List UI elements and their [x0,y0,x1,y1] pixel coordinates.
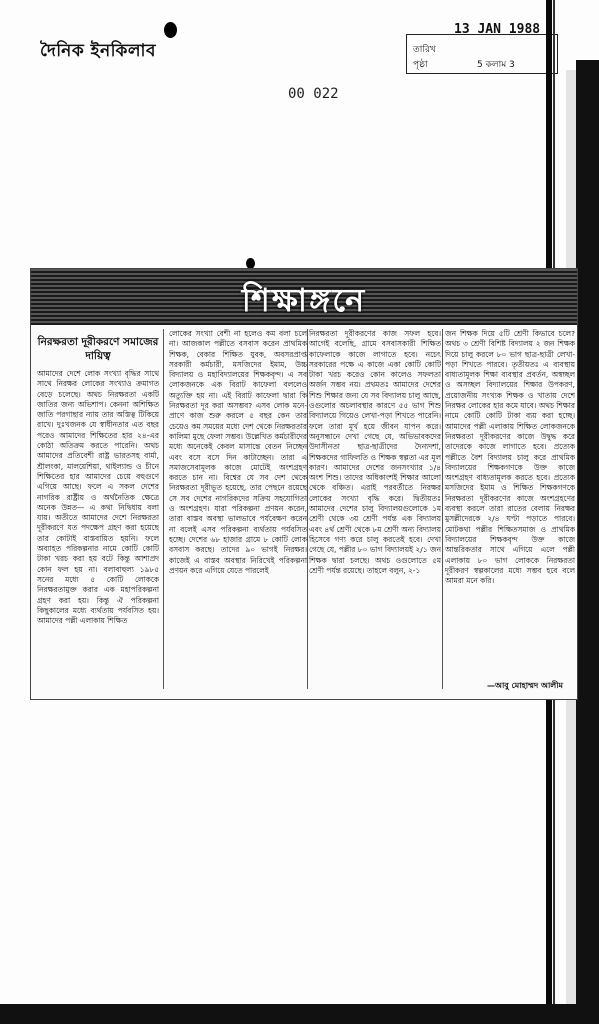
scan-bottom-border [0,1004,599,1024]
article-column-1 [37,329,159,689]
article-text-4: জন শিক্ষক দিয়ে ৫টি শ্রেণী কিভাবে চলে? অথচ ৩ শ্রেণী বিশিষ্ট বিদ্যালয় ২ জন শিক্ষক দিয়ে চালু করলে ৮০ ভাগ ছাত্র-ছাত্রী লেখা-পড়া শিখতে পারবে। তৃতীয়তঃ এ ব্যবস্থায় বাধ্যতামূলক শিক্ষা ব্যবস্থার প্রবর্তন, অস্বচ্ছল ও অসচ্ছল বিদ্যালয়ের শিক্ষার উপকরণ, প্রয়োজনীয় সংখ্যক শিক্ষক ও খাতায় দেশে নিরক্ষর লোকের হার কমে যাবে। অথচ শিক্ষার নামে কোটি কোটি টাকা ব্যয় করা হচ্ছে। আমাদের পল্লী এলাকায় শিক্ষিত লোকজনকে নিরক্ষরতা দূরীকরণের কাজে উদ্বুদ্ধ করে তাদেরকে কাজে লাগাতে হবে। প্রত্যেক পল্লীতে বৈশ বিদ্যালয় চালু করে প্রাথমিক বিদ্যালয়ের শিক্ষকগণকে উক্ত কাজে অংশগ্রহণ বাধ্যতামূলক করতে হবে। প্রত্যেক মসজিদের ইমাম ও শিক্ষিত শিক্ষকগণকে নিরক্ষরতা দূরীকরণের কাজে অংশগ্রহণের ব্যবস্থা করলে তারা রাতের বেলায় নিরক্ষর মুসল্লীদেরকে ২/৪ ঘণ্টা পড়াতে পারবে। মোটকথা পল্লীর শিক্ষিতসমাজ ও প্রাথমিক বিদ্যালয়ের শিক্ষকবৃন্দ উক্ত কাজে আন্তরিকতার সাথে এগিয়ে এলে পল্লী এলাকায় ৮০ ভাগ লোককে নিরক্ষরতা দূরীকরণ স্বল্পকালের মধ্যে সম্ভব হবে বলে আমরা মনে করি। [445,329,575,586]
stamp-page-value: 5 কলাম 3 [477,60,515,70]
column-divider [442,329,443,689]
article-headline: নিরক্ষরতা দূরীকরণে সমাজের দায়িত্ব [37,336,159,362]
serial-number: 00 022 [288,86,339,102]
article-column-4 [445,329,575,689]
column-divider [163,329,164,689]
punch-hole [164,22,177,38]
newspaper-masthead: দৈনিক ইনকিলাব [40,41,156,61]
article-column-3 [309,329,441,689]
stamp-box [406,34,558,74]
section-banner [31,269,577,325]
archive-stamp [406,22,566,72]
stamp-page-label: পৃষ্ঠা [413,60,428,70]
column-divider [307,329,308,689]
stamp-date-label: তারিখ [413,45,436,55]
article-column-2 [169,329,307,689]
stamp-date: 13 JAN 1988 [454,22,541,37]
article-byline: —আবু মোহাম্মদ আলীম [486,681,563,690]
newspaper-clipping [30,268,578,700]
article-text-1: আমাদের দেশে লোক সংখ্যা বৃদ্ধির সাথে সাথে নিরক্ষর লোকের সংখ্যাও ক্রমাগত বেড়ে চলেছে। অথচ নিরক্ষরতা একটি জাতির জন্য অভিশাপ। কেননা অশিক্ষিত জাতি পরগাছার ন্যায় তার অস্তিত্ব টিকিয়ে রাখে। দুঃখজনক যে স্বাধীনতার এত বছর পরেও আমাদের শিক্ষিতের হার ২৪-এর কোঠা অতিক্রম করতে পারেনি। অথচ আমাদের প্রতিবেশী রাষ্ট্র ভারতসহ বার্মা, শ্রীলংকা, মালয়েশিয়া, থাইল্যান্ড ও চীনে শিক্ষিতের হার আমাদের চেয়ে বহুগুণে এগিয়ে আছে। ফলে এ সকল দেশের নাগরিক রাষ্ট্রীয় ও অর্থনৈতিক ক্ষেত্রে অনেক উন্নত— এ কথা নিদ্বিধায় বলা যায়। অতীতে আমাদের দেশে নিরক্ষরতা দূরীকরণে যত পদক্ষেপ গ্রহণ করা হয়েছে তার কোটাই বাস্তবায়িত হয়নি। ফলে অব্যাহত পরিকল্পনার নামে কোটি কোটি টাকা খরচ করা হয় বটে কিন্তু আশাপ্রদ কোন ফল হয় না। বলাবাহুল্য ১৯৮৫ সনের মধ্যে ৫ কোটি লোককে নিরক্ষরতামুক্ত করার এক মহাপরিকল্পনা গ্রহণ করা হয়। কিন্তু ঐ পরিকল্পনা কিছুকালের মধ্যে ব্যর্থতায় পর্যবসিত হয়। আমাদের পল্লী এলাকায় শিক্ষিত [37,369,159,626]
article-text-2: লোকের সংখ্যা বেশী না হলেও কম বলা চলে না। আজকাল পল্লীতে বসবাস করেন প্রাথমিক শিক্ষক, বেকার শিক্ষিত যুবক, অবসরপ্রাপ্ত সরকারী কর্মচারী, মসজিদের ইমাম, উচ্চ বিদ্যালয় ও মহাবিদ্যালয়ের শিক্ষকবৃন্দ। এ সব লোকজনকে এক বিরাট কাফেলা বললেও অত্যুক্তি হয় না। এই বিরাট কাফেলা দ্বারা কি নিরক্ষরতা দূর করা অসম্ভব? এসব লোক মনে-প্রাণে কাজ শুরু করলে ৫ বছর কেন তার চেয়েও কম সময়ের মধ্যে দেশ থেকে নিরক্ষরতার কালিমা মুছে ফেলা সম্ভব। উল্লেখিত কর্মচারীদের মধ্যে অনেকেই কেবল মাসান্তে বেতন নিচ্ছেন এবং বসে বসে দিন কাটাচ্ছেন। তারা এ সমাজসেবামূলক কাজে মোটেই অংশগ্রহণ করতে চান না। বিশ্বের যে সব দেশ থেকে নিরক্ষরতা দূরীভূত হয়েছে, তার পেছনে রয়েছে সে সব দেশের নাগরিকদের সক্রিয় সহযোগিতা ও অংশগ্রহণ। যারা পরিকল্পনা প্রণয়ন করেন, তারা বাস্তব অবস্থা ভালভাবে পর্যবেক্ষণ করেন না বলেই এসব পরিকল্পনা ব্যর্থতায় পর্যবসিত হচ্ছে। দেশের ৬৮ হাজার গ্রামে ৮ কোটি লোক বসবাস করছে। তাদের ৯০ ভাগই নিরক্ষর। কাজেই এ বাস্তব অবস্থার নিরিখেই পরিকল্পনা প্রণয়ন করে এগিয়ে যেতে পারলেই [169,329,307,575]
section-title: শিক্ষাঙ্গনে [241,281,367,319]
article-text-3: নিরক্ষরতা দূরীকরণের কাজ সফল হবে। আগেই বলেছি, গ্রামে বসবাসকারী শিক্ষিত কাফেলাকে কাজে লাগাতে হবে। নচেৎ সরকারের পক্ষে এ কাজে একা কোটি কোটি টাকা খরচ করেও কোন কালেও সফলতা অর্জন সম্ভব নয়। প্রথমতঃ আমাদের দেশের শিশু শিক্ষার জন্য যে সব বিদ্যালয় চালু আছে, ওগুলোর অচলাবস্থার কারণে ৫৫ ভাগ শিশু বিদ্যালয়ে গিয়েও লেখা-পড়া শিখতে পারেনি। ফলে তারা মূর্খ হয়ে জীবন যাপন করে। অনুসন্ধানে দেখা গেছে যে, অভিভাবকদের উদাসীনতা ছাত্র-ছাত্রীদের দৈন্যদশা, শিক্ষকদের গাফিলতি ও শিক্ষক স্বল্পতা এর মূল কারণ। আমাদের দেশের জনসংখ্যার ১/৪ অংশ শিশু। তাদের অধিকাংশই শিক্ষার আলো থেকে বঞ্চিত। এরাই পরবর্তীতে নিরক্ষর লোকের সংখ্যা বৃদ্ধি করে। দ্বিতীয়তঃ আমাদের দেশের চালু বিদ্যালয়গুলোকে ১ম শ্রেণী থেকে ৩য় শ্রেণী পর্যন্ত এক বিদ্যালয় এবং ৪র্থ শ্রেণী থেকে ৮ম শ্রেণী অন্য বিদ্যালয় হিসেবে গণ্য করে চালু করতেই হবে। দেখা গেছে যে, পল্লীর ৮০ ভাগ বিদ্যালয়ই ২/১ জন শিক্ষক দ্বারা চলছে। অথচ ওগুলোতে ৫ম শ্রেণী পর্যন্ত রয়েছে। তাহলে বলুন, ২-১ [309,329,441,575]
page-edge [576,60,599,1020]
